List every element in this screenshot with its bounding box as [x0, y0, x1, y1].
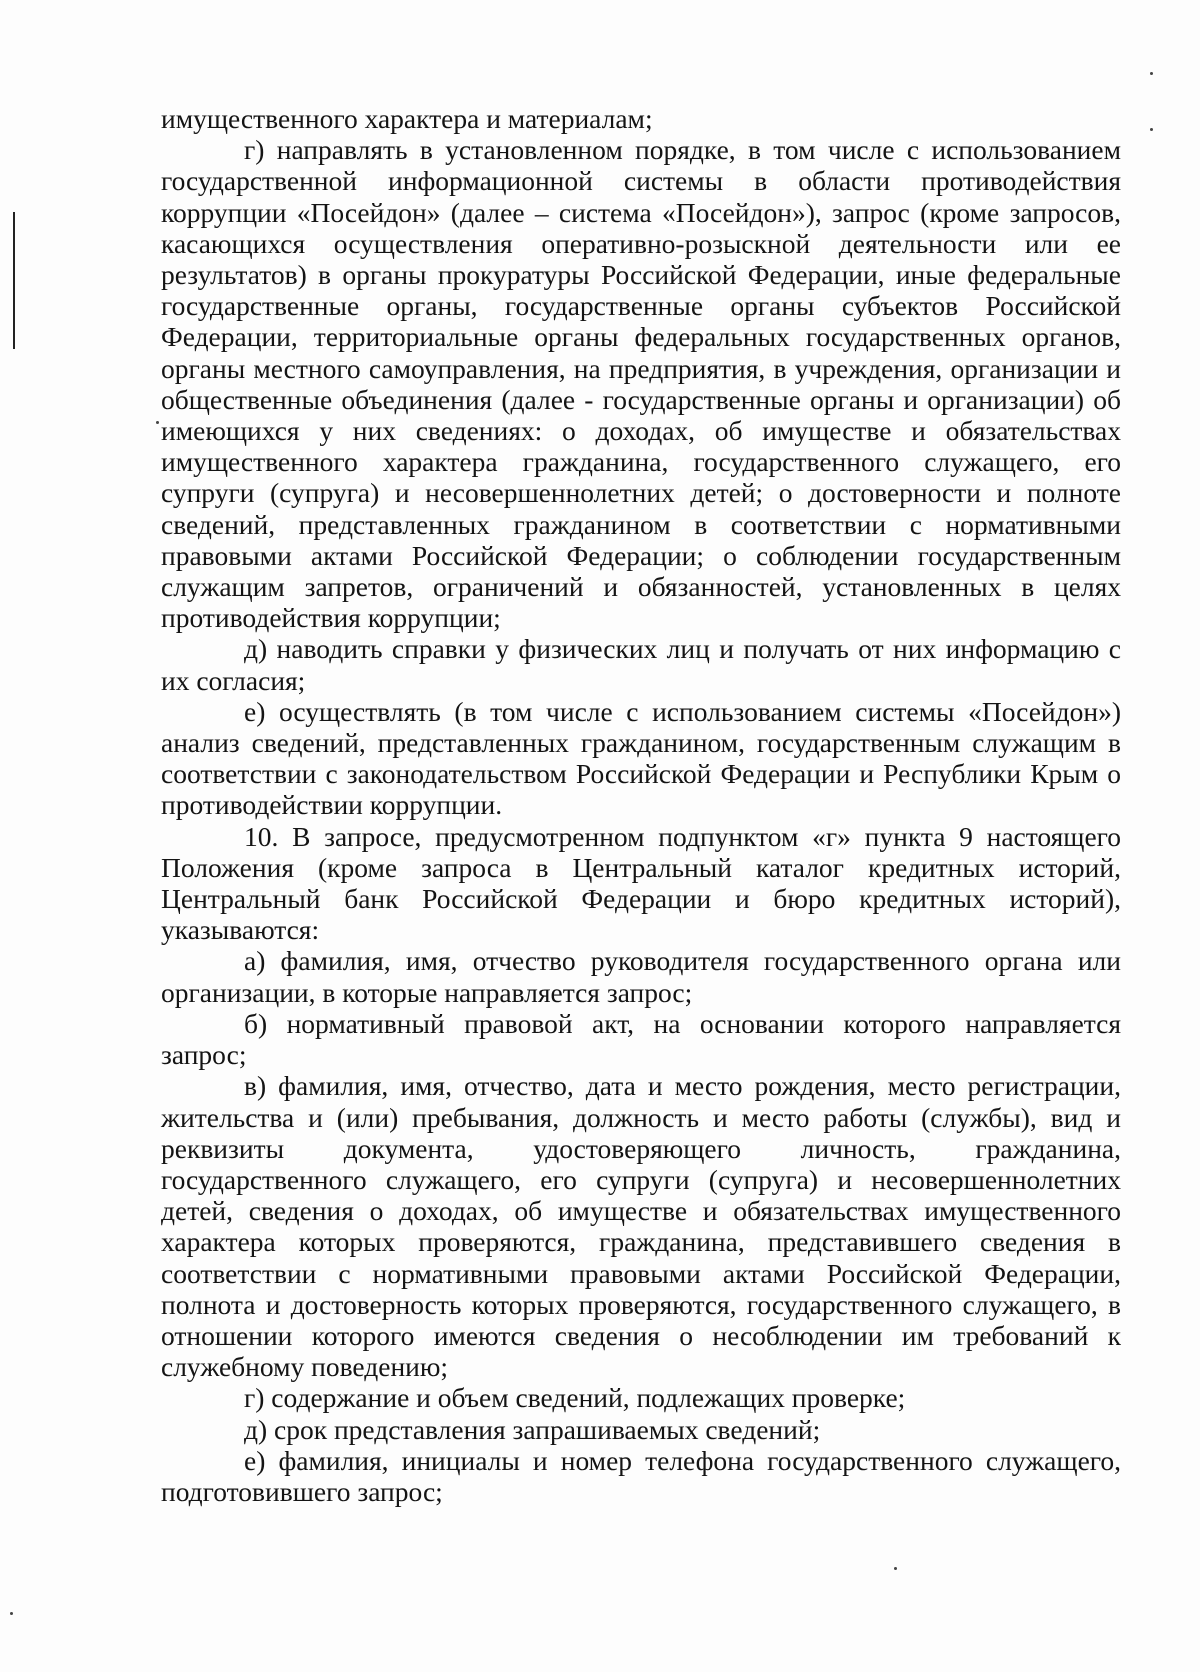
- margin-line-mark: [13, 212, 15, 349]
- document-body: [161, 103, 1121, 1507]
- paragraph-9g: г) направлять в установленном порядке, в том числе с использованием государственной информационной системы в области противодействия коррупции «Посейдон» (далее – система «Посейдон»), запрос (кроме запросов, касающихся осуществления оперативно-розыскной деятельности или ее результатов) в органы прокуратуры Российской Федерации, иные федеральные государственные органы, государственные органы субъектов Российской Федерации, территориальные органы федеральных государственных органов, органы местного самоуправления, на предприятия, в учреждения, организации и общественные объединения (далее - государственные органы и организации) об имеющихся у них сведениях: о доходах, об имуществе и обязательствах имущественного характера гражданина, государственного служащего, его супруги (супруга) и несовершеннолетних детей; о достоверности и полноте сведений, представленных гражданином в соответствии с нормативными правовыми актами Российской Федерации; о соблюдении государственным служащим запретов, ограничений и обязанностей, установленных в целях противодействия коррупции;: [161, 134, 1121, 634]
- scan-speck: [894, 1567, 897, 1570]
- paragraph-9e: е) осуществлять (в том числе с использованием системы «Посейдон») анализ сведений, представленных гражданином, государственным служащим в соответствии с законодательством Российской Федерации и Республики Крым о противодействии коррупции.: [161, 695, 1121, 821]
- scan-speck: [10, 1612, 13, 1615]
- paragraph-10v: в) фамилия, имя, отчество, дата и место рождения, место регистрации, жительства и (или) пребывания, должность и место работы (службы), вид и реквизиты документа, удостоверяющего личность, гражданина, государственного служащего, его супруги (супруга) и несовершеннолетних детей, сведения о доходах, об имуществе и обязательствах имущественного характера которых проверяются, гражданина, представившего сведения в соответствии с нормативными правовыми актами Российской Федерации, полнота и достоверность которых проверяются, государственного служащего, в отношении которого имеются сведения о несоблюдении им требований к служебному поведению;: [161, 1070, 1121, 1383]
- scan-speck: [1150, 128, 1153, 131]
- scan-speck: [1150, 72, 1153, 75]
- paragraph-9d: д) наводить справки у физических лиц и получать от них информацию с их согласия;: [161, 633, 1121, 696]
- paragraph-10g: г) содержание и объем сведений, подлежащих проверке;: [244, 1382, 906, 1414]
- paragraph-continuation: имущественного характера и материалам;: [161, 103, 653, 134]
- scan-speck: [156, 421, 159, 424]
- paragraph-10: 10. В запросе, предусмотренном подпунктом «г» пункта 9 настоящего Положения (кроме запроса в Центральный каталог кредитных историй, Центральный банк Российской Федерации и бюро кредитных историй), указываются:: [161, 820, 1121, 946]
- paragraph-10a: а) фамилия, имя, отчество руководителя государственного органа или организации, в которые направляется запрос;: [161, 945, 1121, 1008]
- paragraph-10e: е) фамилия, инициалы и номер телефона государственного служащего, подготовившего запрос;: [161, 1444, 1121, 1507]
- paragraph-10b: б) нормативный правовой акт, на основании которого направляется запрос;: [161, 1007, 1121, 1071]
- paragraph-10d: д) срок представления запрашиваемых сведений;: [244, 1413, 821, 1445]
